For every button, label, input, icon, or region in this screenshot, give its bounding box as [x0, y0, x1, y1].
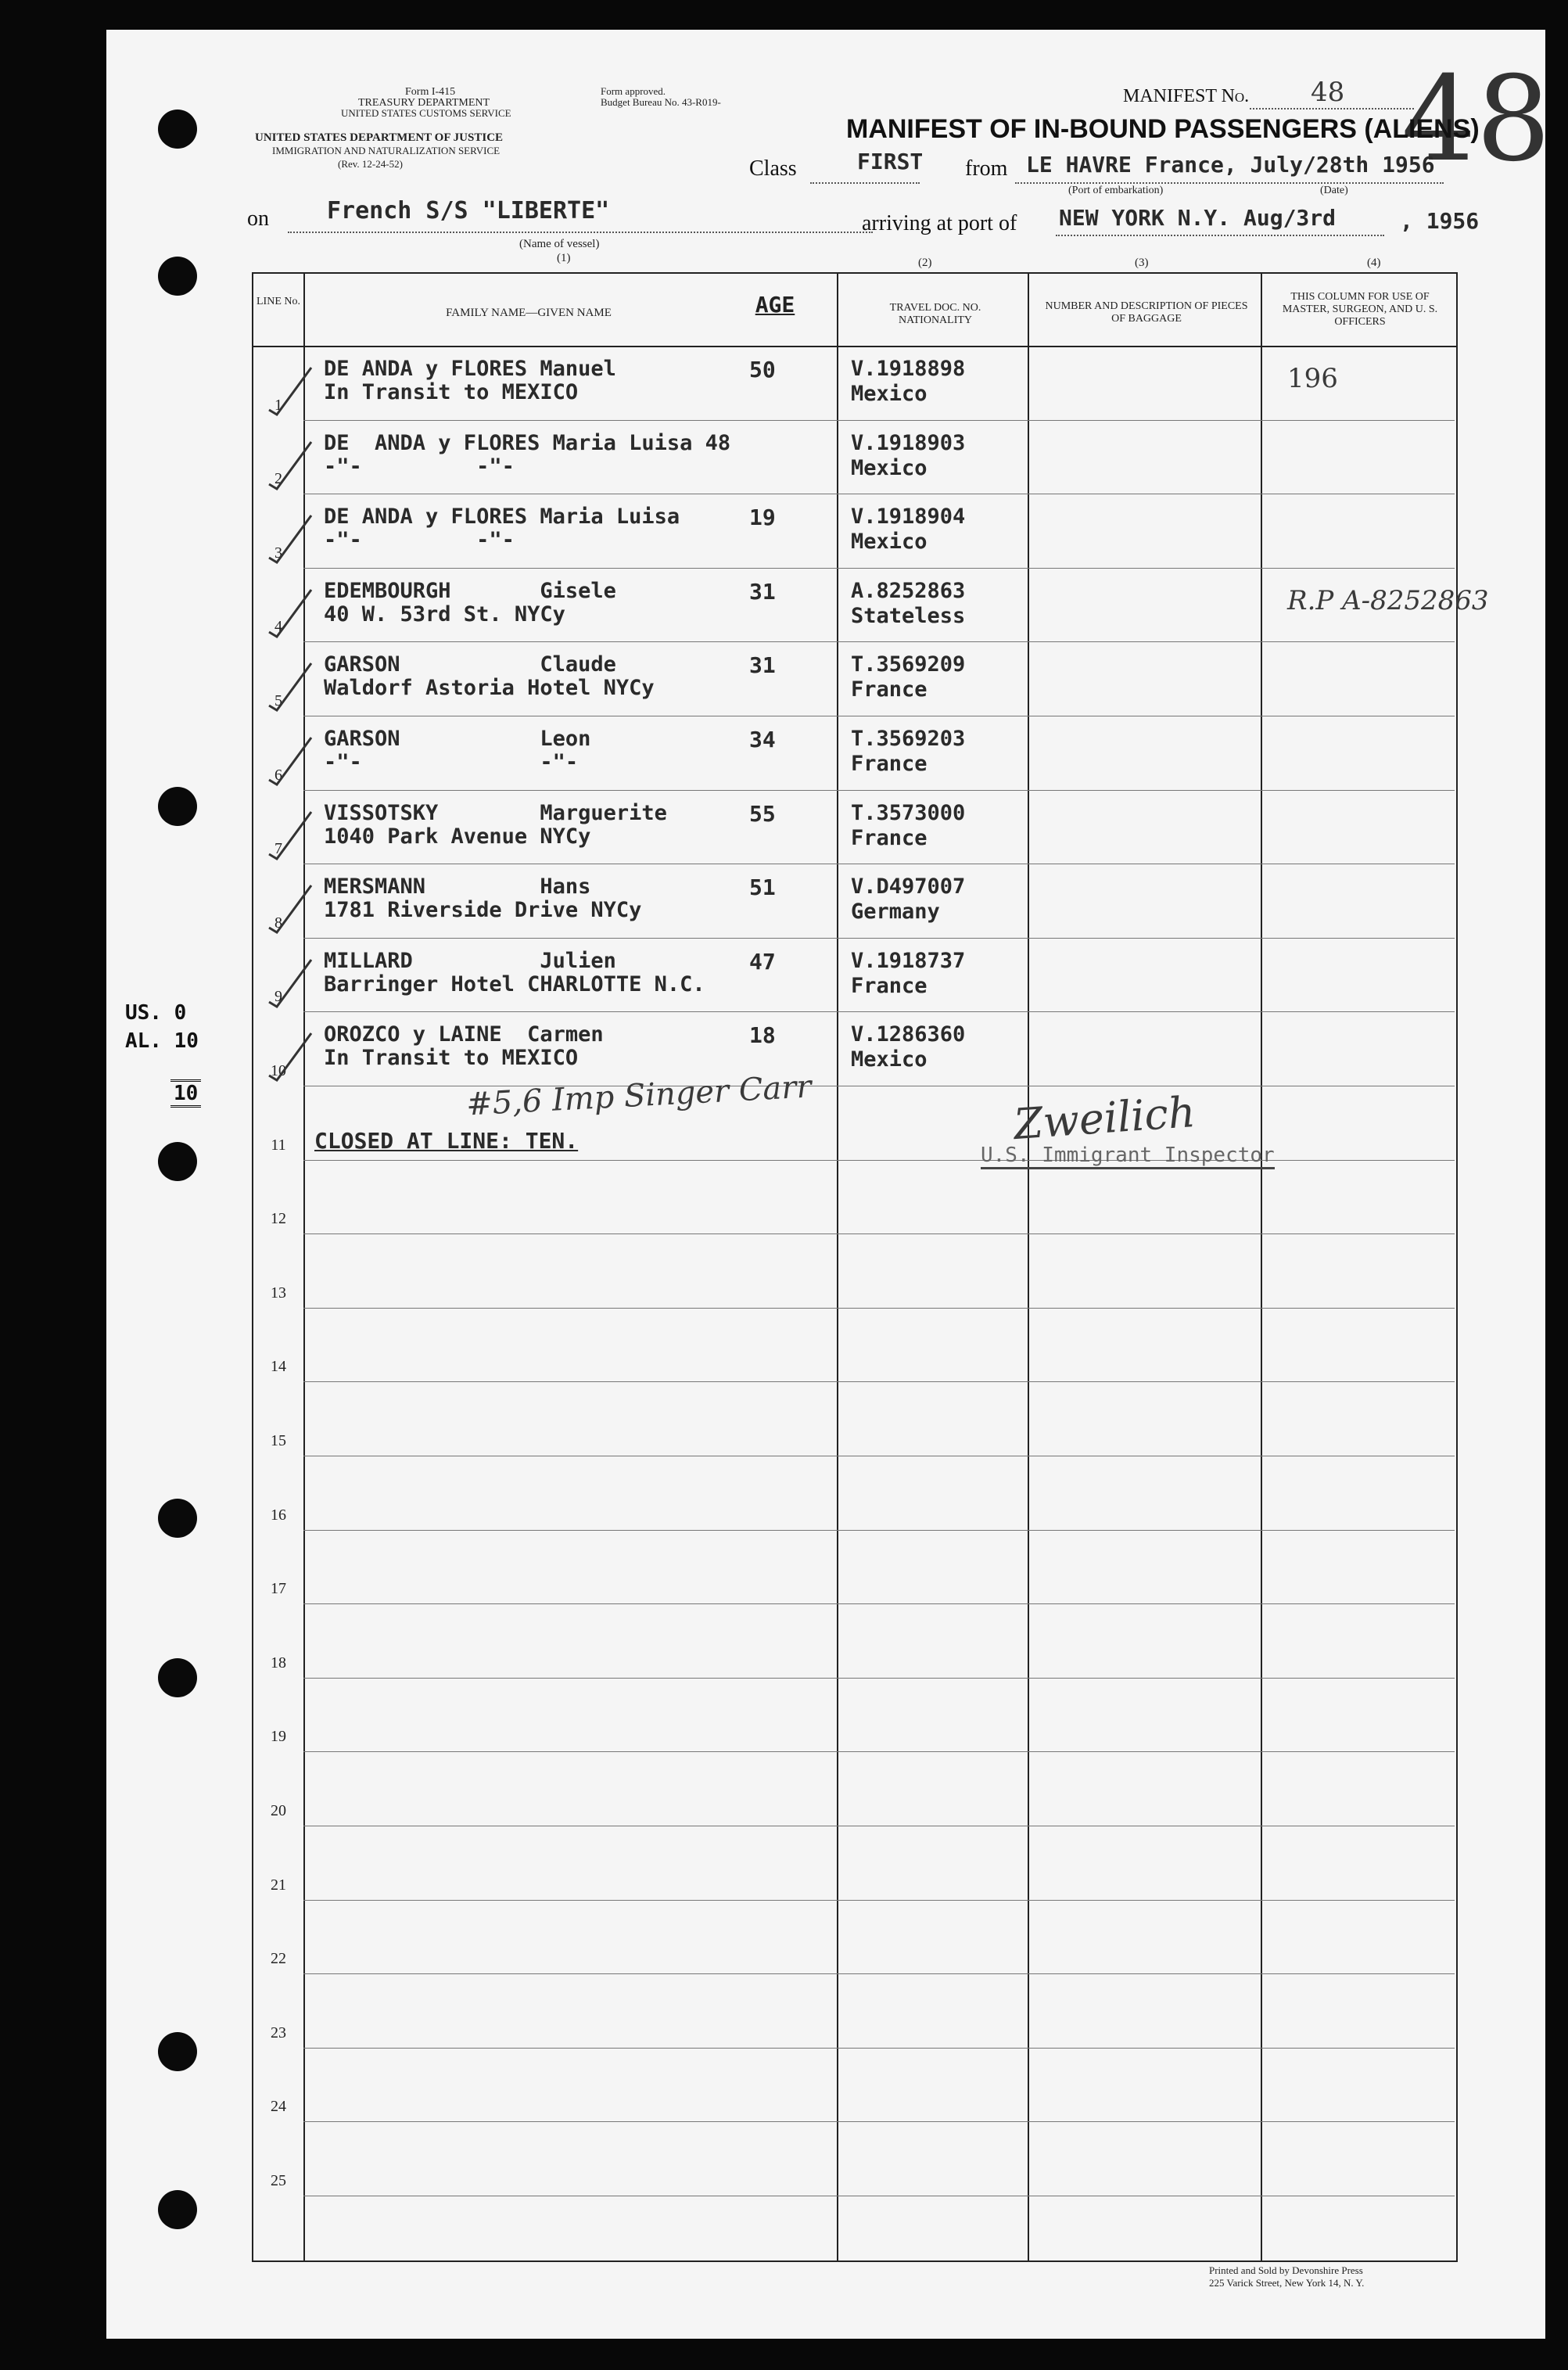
col-num-4: (4)	[1367, 257, 1381, 269]
form-number: Form I-415	[405, 86, 456, 98]
passenger-address: -"- -"-	[324, 750, 579, 774]
nationality: Mexico	[851, 530, 928, 554]
check-mark-icon	[263, 879, 318, 934]
row-number: 4	[274, 618, 282, 635]
check-mark-icon	[263, 1027, 318, 1082]
check-mark-icon	[263, 584, 318, 638]
passenger-address: 40 W. 53rd St. NYCy	[324, 602, 565, 627]
row-number: 18	[271, 1654, 286, 1672]
passenger-name: EDEMBOURGH Gisele	[324, 579, 616, 603]
travel-doc-no: A.8252863	[851, 579, 966, 603]
passenger-age: 47	[749, 949, 776, 975]
port-embark-caption: (Port of embarkation)	[1068, 185, 1164, 196]
nationality: Germany	[851, 900, 940, 924]
check-mark-icon	[263, 509, 318, 564]
row-number: 2	[274, 470, 282, 487]
nationality: France	[851, 974, 928, 998]
binder-hole	[158, 1499, 197, 1538]
passenger-address: -"- -"-	[324, 528, 515, 552]
row-number: 9	[274, 988, 282, 1005]
col-num-2: (2)	[918, 257, 932, 269]
check-mark-icon	[263, 657, 318, 712]
vessel-caption: (Name of vessel)	[519, 238, 600, 250]
vessel-line	[288, 232, 873, 233]
manifest-title: MANIFEST OF IN-BOUND PASSENGERS (ALIENS)	[846, 114, 1480, 144]
row-rule	[303, 1678, 1455, 1679]
printer-line-1: Printed and Sold by Devonshire Press	[1209, 2264, 1363, 2276]
row-number: 1	[274, 397, 282, 414]
passenger-name: DE ANDA y FLORES Manuel	[324, 357, 616, 381]
officer-note: 196	[1287, 363, 1338, 394]
col-divider-baggage	[1028, 272, 1029, 2260]
row-number: 20	[271, 1802, 286, 1819]
row-number: 14	[271, 1358, 286, 1375]
travel-doc-no: T.3569209	[851, 652, 966, 677]
officer-note: R.P A-8252863	[1287, 585, 1489, 616]
row-rule	[303, 1160, 1455, 1161]
passenger-age: 55	[749, 801, 776, 827]
row-rule	[303, 2048, 1455, 2049]
passenger-address: In Transit to MEXICO	[324, 380, 579, 404]
passenger-age: 31	[749, 652, 776, 678]
nationality: France	[851, 826, 928, 850]
from-line	[1015, 182, 1444, 184]
class-line	[810, 182, 920, 184]
travel-doc-no: T.3569203	[851, 727, 966, 751]
passenger-name: DE ANDA y FLORES Maria Luisa 48	[324, 431, 731, 455]
row-rule	[303, 938, 1455, 939]
passenger-address: 1781 Riverside Drive NYCy	[324, 898, 642, 922]
passenger-address: 1040 Park Avenue NYCy	[324, 824, 591, 849]
check-mark-icon	[263, 361, 318, 416]
tally-total: 10	[170, 1079, 201, 1108]
passenger-address: Waldorf Astoria Hotel NYCy	[324, 676, 655, 700]
passenger-name: GARSON Leon	[324, 727, 591, 751]
form-approved: Form approved.	[601, 85, 666, 97]
row-rule	[303, 1751, 1455, 1752]
passenger-age: 18	[749, 1022, 776, 1048]
row-number: 7	[274, 840, 282, 857]
travel-doc-no: V.1918903	[851, 431, 966, 455]
header-age: AGE	[755, 292, 795, 318]
row-number: 23	[271, 2024, 286, 2041]
revision: (Rev. 12-24-52)	[338, 158, 403, 170]
binder-hole	[158, 1658, 197, 1697]
nationality: Mexico	[851, 456, 928, 480]
row-number: 21	[271, 1876, 286, 1894]
row-rule	[303, 790, 1455, 791]
row-number: 17	[271, 1580, 286, 1597]
row-rule	[303, 420, 1455, 421]
row-number: 25	[271, 2172, 286, 2189]
header-line-no: LINE No.	[257, 296, 300, 307]
travel-doc-no: T.3573000	[851, 801, 966, 825]
class-label: Class	[749, 156, 797, 181]
nationality: Mexico	[851, 1047, 928, 1072]
passenger-address: Barringer Hotel CHARLOTTE N.C.	[324, 972, 705, 996]
treasury-dept: TREASURY DEPARTMENT	[358, 97, 490, 109]
inspector-signature: Zweilich	[1012, 1086, 1197, 1150]
check-mark-icon	[263, 953, 318, 1008]
row-number: 13	[271, 1284, 286, 1302]
vessel-value: French S/S "LIBERTE"	[327, 197, 610, 224]
binder-hole	[158, 2032, 197, 2071]
printer-line-2: 225 Varick Street, New York 14, N. Y.	[1209, 2277, 1365, 2289]
on-label: on	[247, 206, 269, 231]
header-name: FAMILY NAME—GIVEN NAME	[446, 307, 612, 319]
row-number: 3	[274, 544, 282, 562]
tally-us: US. 0	[125, 1001, 187, 1025]
customs-service: UNITED STATES CUSTOMS SERVICE	[341, 107, 511, 119]
travel-doc-no: V.1918904	[851, 505, 966, 529]
passenger-age: 31	[749, 579, 776, 605]
header-officers: THIS COLUMN FOR USE OF MASTER, SURGEON, AND U. S. OFFICERS	[1282, 291, 1438, 329]
manifest-page	[106, 30, 1551, 2339]
binder-hole	[158, 1142, 197, 1181]
passenger-name: VISSOTSKY Marguerite	[324, 801, 667, 825]
passenger-age: 34	[749, 727, 776, 752]
row-rule	[303, 641, 1455, 642]
col-num-3: (3)	[1135, 257, 1149, 269]
arriving-label: arriving at port of	[862, 211, 1017, 235]
check-mark-icon	[263, 806, 318, 860]
passenger-address: In Transit to MEXICO	[324, 1046, 579, 1070]
nationality: France	[851, 677, 928, 702]
tally-al: AL. 10	[125, 1029, 199, 1053]
header-rule	[252, 346, 1456, 347]
check-mark-icon	[263, 731, 318, 786]
col-divider-doc	[837, 272, 838, 2260]
manifest-label: MANIFEST No.	[1123, 86, 1250, 106]
row-number: 8	[274, 914, 282, 932]
row-rule	[303, 1011, 1455, 1012]
budget-bureau: Budget Bureau No. 43-R019-	[601, 96, 721, 108]
row-number: 22	[271, 1950, 286, 1967]
row-rule	[303, 568, 1455, 569]
passenger-name: MILLARD Julien	[324, 949, 616, 973]
passenger-age: 50	[749, 357, 776, 382]
passenger-name: OROZCO y LAINE Carmen	[324, 1022, 604, 1047]
arrival-year: , 1956	[1400, 208, 1480, 234]
passenger-name: DE ANDA y FLORES Maria Luisa	[324, 505, 680, 529]
row-rule	[303, 1308, 1455, 1309]
col-divider-line	[303, 272, 305, 2260]
row-number: 5	[274, 692, 282, 709]
manifest-no-line	[1250, 108, 1414, 110]
inspector-title: U.S. Immigrant Inspector	[981, 1144, 1275, 1169]
manifest-number: 48	[1311, 77, 1345, 108]
nationality: Stateless	[851, 604, 966, 628]
nationality: France	[851, 752, 928, 776]
row-rule	[303, 2121, 1455, 2122]
row-rule	[303, 1530, 1455, 1531]
col-divider-officers	[1261, 272, 1262, 2260]
from-label: from	[965, 156, 1008, 181]
binder-hole	[158, 257, 197, 296]
binder-hole	[158, 110, 197, 149]
header-baggage: NUMBER AND DESCRIPTION OF PIECES OF BAGGAGE	[1045, 300, 1248, 325]
row-number: 15	[271, 1432, 286, 1449]
class-value: FIRST	[857, 149, 924, 174]
row-number: 16	[271, 1506, 286, 1524]
travel-doc-no: V.1918898	[851, 357, 966, 381]
from-value: LE HAVRE France, July/28th 1956	[1026, 152, 1435, 178]
row-rule	[303, 1233, 1455, 1234]
travel-doc-no: V.1918737	[851, 949, 966, 973]
big-page-number: 48	[1401, 52, 1551, 188]
passenger-age: 19	[749, 505, 776, 530]
nationality: Mexico	[851, 382, 928, 406]
row-rule	[303, 1603, 1455, 1604]
passenger-name: GARSON Claude	[324, 652, 616, 677]
row-number: 10	[271, 1062, 286, 1079]
row-rule	[303, 1381, 1455, 1382]
arrival-value: NEW YORK N.Y. Aug/3rd	[1059, 205, 1337, 231]
binder-hole	[158, 2190, 197, 2229]
check-mark-icon	[263, 436, 318, 490]
closed-at-line: CLOSED AT LINE: TEN.	[314, 1128, 579, 1154]
manifest-table	[252, 272, 1458, 2262]
row-rule	[303, 1973, 1455, 1974]
handwritten-note: #5,6 Imp Singer Carr	[465, 1068, 813, 1123]
passenger-address: -"- -"-	[324, 454, 515, 479]
row-number: 19	[271, 1728, 286, 1745]
arrival-line	[1056, 235, 1384, 236]
date-caption: (Date)	[1320, 185, 1348, 196]
row-rule	[303, 1900, 1455, 1901]
travel-doc-no: V.1286360	[851, 1022, 966, 1047]
passenger-name: MERSMANN Hans	[324, 874, 591, 899]
vessel-col-num: (1)	[557, 252, 571, 264]
passenger-age: 51	[749, 874, 776, 900]
binder-hole	[158, 787, 197, 826]
row-number: 6	[274, 767, 282, 784]
ins-line: IMMIGRATION AND NATURALIZATION SERVICE	[272, 145, 501, 156]
travel-doc-no: V.D497007	[851, 874, 966, 899]
justice-dept: UNITED STATES DEPARTMENT OF JUSTICE	[255, 131, 504, 144]
row-number: 12	[271, 1210, 286, 1227]
row-number: 11	[271, 1137, 286, 1154]
row-number: 24	[271, 2098, 286, 2115]
header-travel-doc: TRAVEL DOC. NO. NATIONALITY	[889, 302, 981, 327]
